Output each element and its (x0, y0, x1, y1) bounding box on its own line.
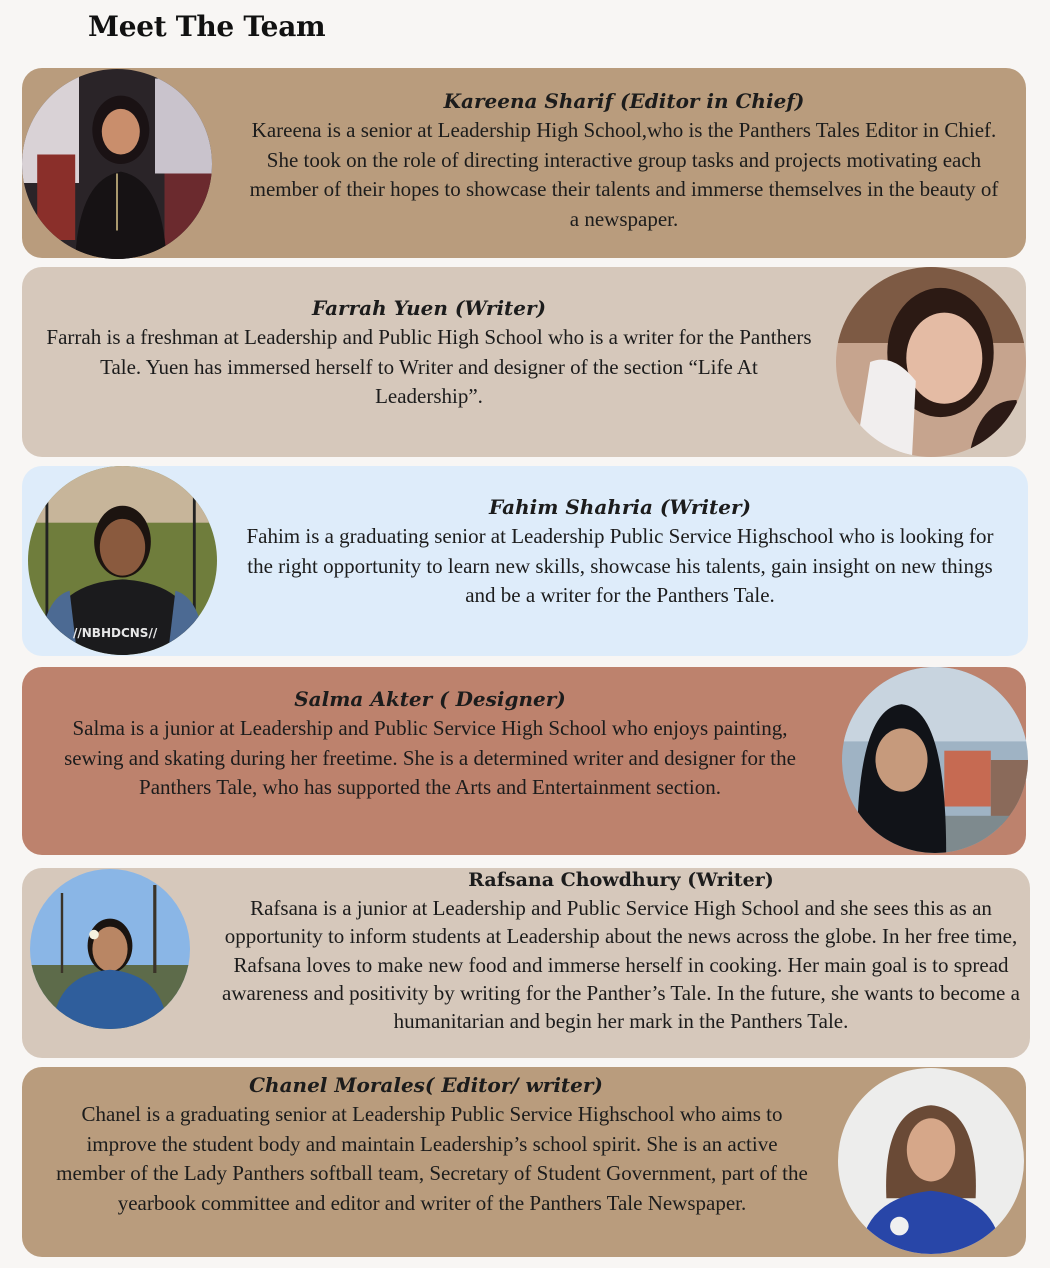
member-text-chanel (50, 1070, 814, 1218)
member-text-rafsana (218, 866, 1024, 1035)
member-bio-fahim: Fahim is a graduating senior at Leadership Public Service Highschool who is looking for the right opportunity to learn new skills, showcase his talents, gain insight on new things and be a writer for the Panthers Tale. (246, 524, 994, 607)
member-bio-salma: Salma is a junior at Leadership and Public Service High School who enjoys painting, sewing and skating during her freetime. She is a determined writer and designer for the Panthers Tale, who has supported the Arts and Entertainment section. (64, 716, 796, 799)
portrait-photo-chanel (838, 1068, 1024, 1254)
member-bio-chanel: Chanel is a graduating senior at Leadership Public Service Highschool who aims to improve the student body and maintain Leadership’s school spirit. She is an active member of the Lady Panthers softball team, Secretary of Student Government, part of the yearbook committee and editor and writer of the Panthers Tale Newspaper. (56, 1102, 808, 1215)
portrait-photo-kareena (22, 69, 212, 259)
member-bio-farrah: Farrah is a freshman at Leadership and Public High School who is a writer for the Panthers Tale. Yuen has immersed herself to Writer and designer of the section “Life At Leadership”. (46, 325, 812, 408)
portrait-photo-fahim (28, 466, 217, 655)
member-name-fahim: Fahim Shahria (Writer) (489, 495, 751, 519)
member-text-fahim (244, 492, 996, 611)
member-name-kareena: Kareena Sharif (Editor in Chief) (443, 89, 805, 113)
portrait-photo-rafsana (30, 869, 190, 1029)
portrait-photo-salma (842, 667, 1028, 853)
member-name-rafsana: Rafsana Chowdhury (Writer) (468, 869, 774, 891)
member-text-kareena (232, 86, 1016, 234)
member-text-farrah (46, 293, 812, 412)
portrait-photo-farrah (836, 267, 1026, 457)
portrait-shirt-text: //NBHDCNS// (73, 626, 158, 640)
member-bio-rafsana: Rafsana is a junior at Leadership and Public Service High School and she sees this as an opportunity to inform students at Leadership about the news across the globe. In her free time, Rafsana loves to make new food and immerse herself in cooking. Her main goal is to spread awareness and positivity by writing for the Panther’s Tale. In the future, she wants to become a humanitarian and begin her mark in the Panthers Tale. (222, 896, 1020, 1034)
member-name-chanel: Chanel Morales( Editor/ writer) (249, 1073, 603, 1097)
member-text-salma (50, 684, 810, 803)
member-name-salma: Salma Akter ( Designer) (294, 687, 566, 711)
member-bio-kareena: Kareena is a senior at Leadership High School,who is the Panthers Tales Editor in Chief. She took on the role of directing interactive group tasks and projects motivating each member of their hopes to showcase their talents and immerse themselves in the beauty of a newspaper. (249, 118, 999, 231)
member-name-farrah: Farrah Yuen (Writer) (311, 296, 547, 320)
page-title: Meet The Team (88, 10, 326, 43)
